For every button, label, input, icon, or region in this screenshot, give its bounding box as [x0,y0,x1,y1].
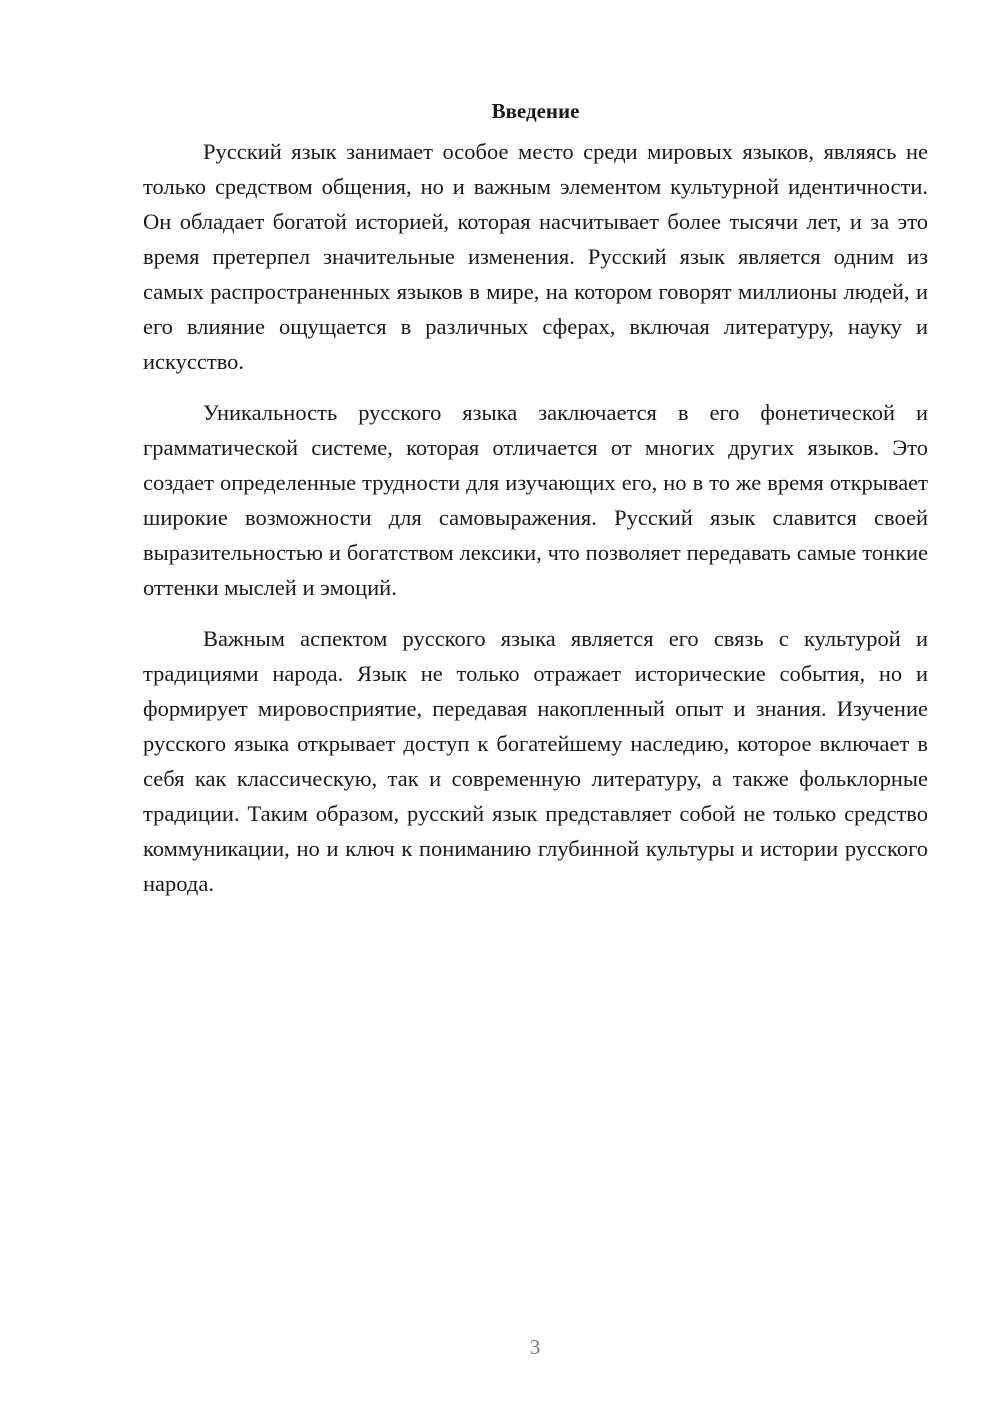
page-content [143,96,928,917]
paragraph-2: Уникальность русского языка заключается в его фонетической и грамматической системе, которая отличается от многих других языков. Это создает определенные трудности для изучающих его, но в то же время открывает широкие возможности для самовыражения. Русский язык славится своей выразительностью и богатством лексики, что позволяет передавать самые тонкие оттенки мыслей и эмоций. [143,400,928,600]
paragraph-3: Важным аспектом русского языка является его связь с культурой и традициями народа. Язык не только отражает исторические события, но и формирует мировосприятие, передавая накопленный опыт и знания. Изучение русского языка открывает доступ к богатейшему наследию, которое включает в себя как классическую, так и современную литературу, а также фольклорные традиции. Таким образом, русский язык представляет собой не только средство коммуникации, но и ключ к пониманию глубинной культуры и истории русского народа. [143,626,928,896]
paragraph-1: Русский язык занимает особое место среди мировых языков, являясь не только средством общения, но и важным элементом культурной идентичности. Он обладает богатой историей, которая насчитывает более тысячи лет, и за это время претерпел значительные изменения. Русский язык является одним из самых распространенных языков в мире, на котором говорят миллионы людей, и его влияние ощущается в различных сферах, включая литературу, науку и искусство. [143,139,928,374]
page-number: 3 [529,1335,541,1359]
section-heading: Введение [491,99,580,123]
